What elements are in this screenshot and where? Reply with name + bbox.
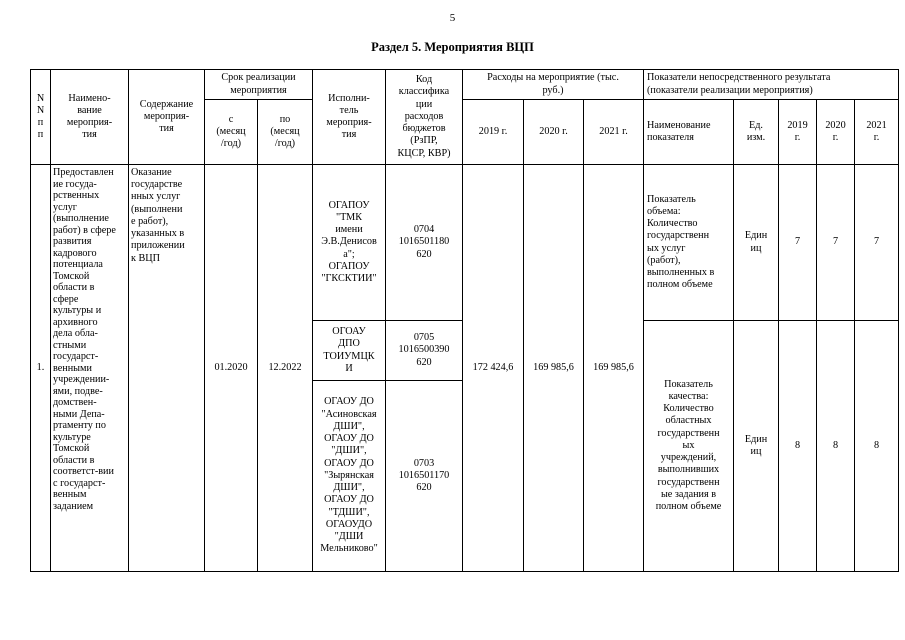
indicator-2-name: Показатель качества: Количество областных государственн ых учреждений, выполнивших государственн ые задания в полном объеме: [644, 321, 734, 572]
row-period-to: 12.2022: [258, 165, 313, 572]
header-period: Срок реализации мероприятия: [205, 70, 313, 100]
header-exp-2021: 2021 г.: [584, 100, 644, 165]
header-unit: Ед. изм.: [734, 100, 779, 165]
row-event-name: Предоставлен ие госуда- рственных услуг (выполнение работ) в сфере развития кадрового потенциала Томской области в сфере культуры и архивного дела обла- стными государст- венными учреждении- ями, подве- домствен- ными Депа- ртаменту по культуре Томской области в соответст-вии с государст- венным заданием: [51, 165, 129, 572]
header-ind-2021: 2021 г.: [855, 100, 899, 165]
exp-2021: 169 985,6: [584, 165, 644, 572]
header-period-to: по (месяц /год): [258, 100, 313, 165]
header-expenses: Расходы на мероприятие (тыс. руб.): [463, 70, 644, 100]
row-period-from: 01.2020: [205, 165, 258, 572]
header-indicator-name: Наименование показателя: [644, 100, 734, 165]
executor-3: ОГАОУ ДО "Асиновская ДШИ", ОГАОУ ДО "ДШИ", ОГАОУ ДО "Зырянская ДШИ", ОГАОУ ДО "ТДШИ", ОГАОУДО "ДШИ Мельниково": [313, 381, 386, 572]
page-number: 5: [449, 12, 456, 24]
code-3: 0703 1016501170 620: [386, 381, 463, 572]
header-name: Наимено- вание мероприя- тия: [51, 70, 129, 165]
indicator-1-2021: 7: [855, 165, 899, 321]
header-period-from: с (месяц /год): [205, 100, 258, 165]
indicator-1-unit: Един иц: [734, 165, 779, 321]
exp-2019: 172 424,6: [463, 165, 524, 572]
executor-1: ОГАПОУ "ТМК имени Э.В.Денисов а"; ОГАПОУ "ГКСКТИИ": [313, 165, 386, 321]
header-exp-2020: 2020 г.: [524, 100, 584, 165]
header-row-1: [31, 70, 899, 100]
header-exp-2019: 2019 г.: [463, 100, 524, 165]
events-table: [30, 69, 899, 572]
row-event-content: Оказание государстве нных услуг (выполнени е работ), указанных в приложении к ВЦП: [129, 165, 205, 572]
indicator-2-2020: 8: [817, 321, 855, 572]
header-indicators: Показатели непосредственного результата (показатели реализации мероприятия): [644, 70, 899, 100]
executor-2: ОГОАУ ДПО ТОИУМЦК И: [313, 321, 386, 381]
section-title: Раздел 5. Мероприятия ВЦП: [371, 40, 534, 54]
code-2: 0705 1016500390 620: [386, 321, 463, 381]
indicator-2-2021: 8: [855, 321, 899, 572]
header-executor: Исполни- тель мероприя- тия: [313, 70, 386, 165]
header-ind-2020: 2020 г.: [817, 100, 855, 165]
header-ind-2019: 2019 г.: [779, 100, 817, 165]
header-content: Содержание мероприя- тия: [129, 70, 205, 165]
row-number: 1.: [31, 165, 51, 572]
header-code: Код классифика ции расходов бюджетов (РзПР, КЦСР, КВР): [386, 70, 463, 165]
indicator-1-2019: 7: [779, 165, 817, 321]
indicator-2-unit: Един иц: [734, 321, 779, 572]
header-num: N N п п: [31, 70, 51, 165]
table-row: [31, 165, 899, 321]
indicator-1-2020: 7: [817, 165, 855, 321]
indicator-2-2019: 8: [779, 321, 817, 572]
exp-2020: 169 985,6: [524, 165, 584, 572]
indicator-1-name: Показатель объема: Количество государственн ых услуг (работ), выполненных в полном объеме: [644, 165, 734, 321]
code-1: 0704 1016501180 620: [386, 165, 463, 321]
